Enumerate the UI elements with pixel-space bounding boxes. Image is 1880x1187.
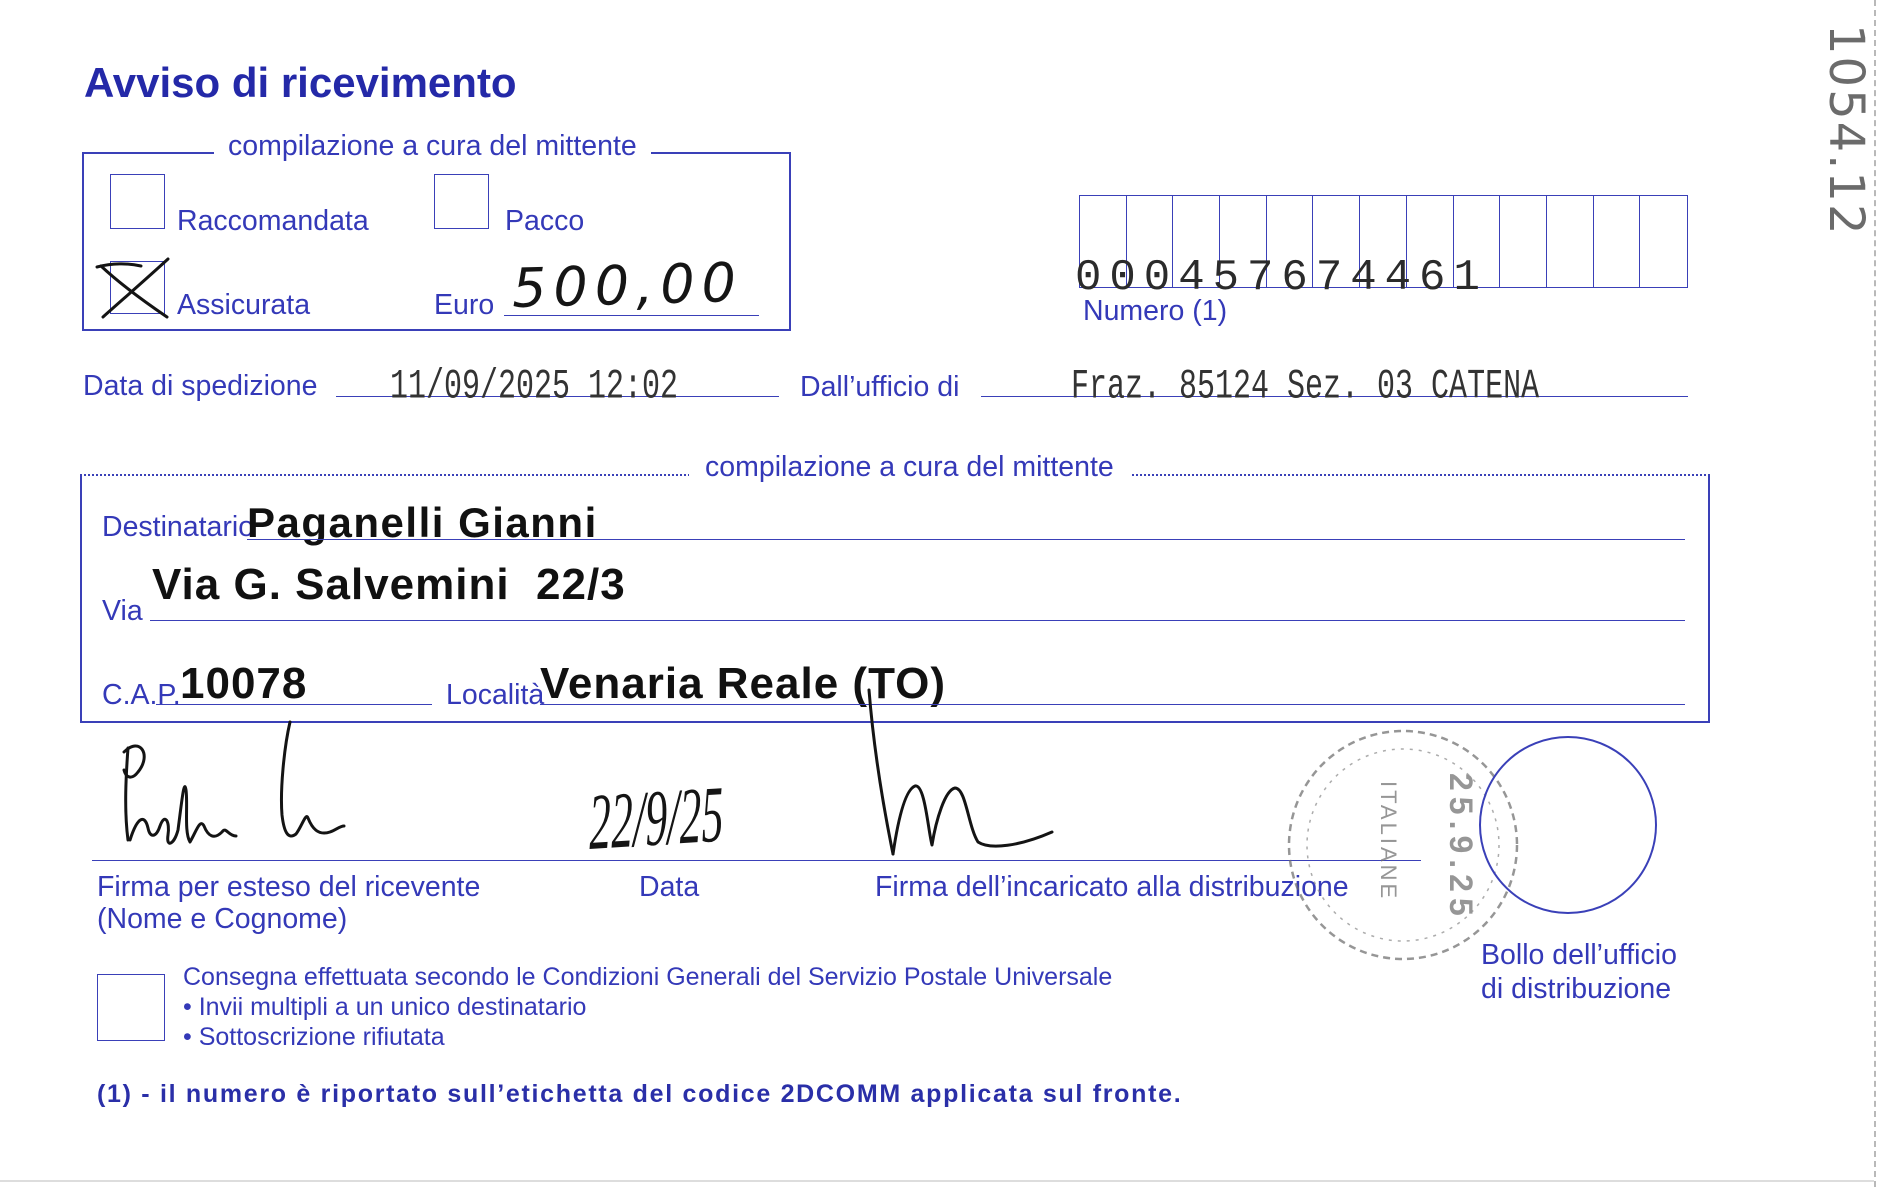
bollo-label-line2: di distribuzione [1481, 973, 1672, 1005]
via-underline [150, 620, 1685, 621]
data-spedizione-value: 11/09/2025 12:02 [390, 363, 679, 412]
conditions-bullet-rifiutata: • Sottoscrizione rifiutata [183, 1023, 445, 1051]
numero-cell [1640, 196, 1687, 287]
localita-label: Località [446, 679, 545, 711]
localita-underline [540, 704, 1685, 705]
euro-value-handwritten: 500,00 [511, 250, 744, 321]
numero-label: Numero (1) [1083, 295, 1228, 327]
data-spedizione-label: Data di spedizione [83, 370, 318, 402]
recipient-box-legend: compilazione a cura del mittente [689, 453, 1130, 482]
pacco-label: Pacco [505, 205, 585, 237]
bollo-circle [1480, 737, 1656, 913]
recipient-signature [124, 722, 344, 843]
via-label: Via [102, 595, 143, 627]
localita-value: Venaria Reale (TO) [540, 659, 947, 708]
footnote: (1) - il numero è riportato sull’etichetta del codice 2DCOMM applicata sul fronte. [97, 1080, 1183, 1108]
destinatario-value: Paganelli Gianni [247, 499, 598, 546]
firma-ricevente-sublabel: (Nome e Cognome) [97, 903, 348, 935]
conditions-bullet-multipli: • Invii multipli a un unico destinatario [183, 993, 587, 1021]
assicurata-label: Assicurata [177, 289, 311, 321]
assicurata-checkbox [110, 261, 165, 314]
firma-ricevente-label: Firma per esteso del ricevente [97, 871, 481, 903]
ufficio-label: Dall’ufficio di [800, 371, 960, 403]
scan-edge-right [1874, 0, 1876, 1187]
via-value: Via G. Salvemini 22/3 [152, 560, 626, 609]
firma-incaricato-label: Firma dell’incaricato alla distribuzione [875, 871, 1349, 903]
euro-label: Euro [434, 289, 495, 321]
bollo-label-line1: Bollo dell’ufficio [1481, 939, 1677, 971]
postmark-stamp [1289, 731, 1517, 959]
pacco-checkbox [434, 174, 489, 229]
cap-underline [156, 704, 432, 705]
postmark-text: ITALIANE [1376, 781, 1401, 902]
destinatario-label: Destinatario [102, 511, 255, 543]
numero-cell [1594, 196, 1641, 287]
cap-value: 10078 [180, 659, 308, 708]
raccomandata-checkbox [110, 174, 165, 229]
scan-edge-bottom [0, 1180, 1874, 1182]
conditions-text: Consegna effettuata secondo le Condizioni Generali del Servizio Postale Universale [183, 963, 1113, 991]
destinatario-underline [247, 539, 1685, 540]
signature-line [92, 860, 1421, 861]
conditions-checkbox [97, 974, 165, 1041]
numero-value: 000457674461 [1075, 253, 1488, 303]
form-title: Avviso di ricevimento [84, 59, 517, 106]
numero-cell [1500, 196, 1547, 287]
margin-note-handwritten: 1054.12 [1818, 24, 1874, 237]
data-consegna-handwritten: 22/9/25 [588, 770, 725, 867]
sender-box-legend: compilazione a cura del mittente [214, 132, 651, 161]
ufficio-value: Fraz. 85124 Sez. 03 CATENA [1071, 363, 1540, 412]
cap-label: C.A.P. [102, 679, 181, 711]
raccomandata-label: Raccomandata [177, 205, 369, 237]
data-consegna-label: Data [639, 871, 700, 903]
postmark-date: 25.9.25 [1443, 773, 1479, 922]
numero-cell [1547, 196, 1594, 287]
